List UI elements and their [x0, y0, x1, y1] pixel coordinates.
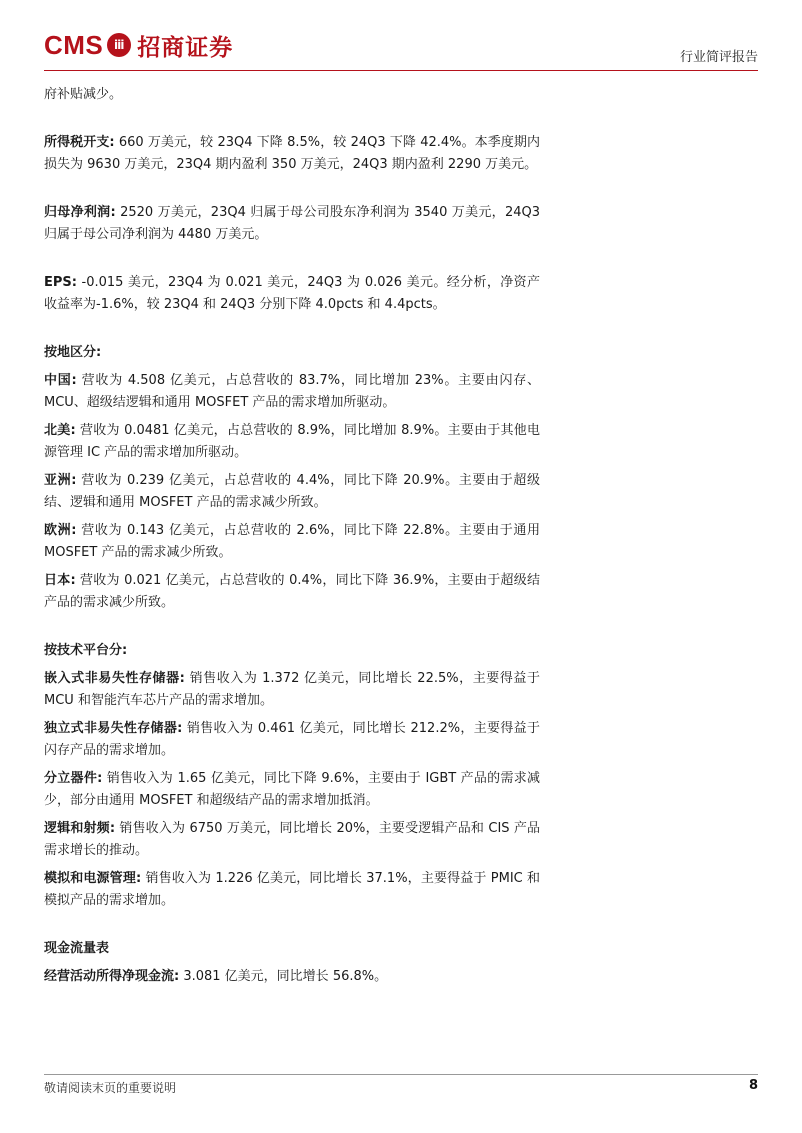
list-item: 嵌入式非易失性存储器: 销售收入为 1.372 亿美元，同比增长 22.5%，主要得益于 MCU 和智能汽车芯片产品的需求增加。: [44, 671, 541, 708]
paragraph: 府补贴减少。: [44, 87, 123, 102]
footer-divider: [44, 1074, 758, 1075]
paragraph-label: 归母净利润:: [44, 205, 116, 220]
paragraph-label: EPS:: [44, 275, 77, 290]
page-number: 8: [748, 1078, 758, 1093]
logo-cms-text: CMS: [44, 29, 104, 60]
report-body: [44, 84, 540, 988]
list-item: 模拟和电源管理: 销售收入为 1.226 亿美元，同比增长 37.1%，主要得益于 PMIC 和模拟产品的需求增加。: [44, 871, 541, 908]
section-heading-cashflow: 现金流量表: [44, 941, 110, 956]
list-item: 北美: 营收为 0.0481 亿美元，占总营收的 8.9%，同比增加 8.9%。主要由于其他电源管理 IC 产品的需求增加所驱动。: [44, 423, 541, 460]
section-heading-region: 按地区分:: [44, 345, 102, 360]
header-divider: [44, 70, 758, 71]
page-header: [0, 0, 802, 72]
paragraph-label: 所得税开支:: [44, 135, 115, 150]
list-item: 经营活动所得净现金流: 3.081 亿美元，同比增长 56.8%。: [44, 969, 388, 984]
paragraph: 归母净利润: 2520 万美元，23Q4 归属于母公司股东净利润为 3540 万美元，24Q3 归属于母公司净利润为 4480 万美元。: [44, 205, 541, 242]
list-item: 亚洲: 营收为 0.239 亿美元，占总营收的 4.4%，同比下降 20.9%。主要由于超级结、逻辑和通用 MOSFET 产品的需求减少所致。: [44, 473, 541, 510]
list-item: 欧洲: 营收为 0.143 亿美元，占总营收的 2.6%，同比下降 22.8%。主要由于通用 MOSFET 产品的需求减少所致。: [44, 523, 541, 560]
section-heading-platform: 按技术平台分:: [44, 643, 128, 658]
report-type: 行业简评报告: [679, 50, 758, 65]
cms-logo: [44, 30, 233, 60]
list-item: 分立器件: 销售收入为 1.65 亿美元，同比下降 9.6%，主要由于 IGBT 产品的需求减少，部分由通用 MOSFET 和超级结产品的需求增加抵消。: [44, 771, 540, 808]
paragraph: EPS: -0.015 美元，23Q4 为 0.021 美元，24Q3 为 0.026 美元。经分析，净资产收益率为-1.6%，较 23Q4 和 24Q3 分别下降 4.0pcts 和 4.4pcts。: [44, 275, 540, 312]
paragraph: 所得税开支: 660 万美元，较 23Q4 下降 8.5%，较 24Q3 下降 42.4%。本季度期内损失为 9630 万美元，23Q4 期内盈利 350 万美元，24Q3 期内盈利 2290 万美元。: [44, 135, 540, 172]
footer-disclaimer: 敬请阅读末页的重要说明: [44, 1081, 177, 1095]
list-item: 中国: 营收为 4.508 亿美元，占总营收的 83.7%，同比增加 23%。主要由闪存、MCU、超级结逻辑和通用 MOSFET 产品的需求增加所驱动。: [44, 373, 540, 410]
list-item: 独立式非易失性存储器: 销售收入为 0.461 亿美元，同比增长 212.2%，主要得益于闪存产品的需求增加。: [44, 721, 540, 758]
logo-emblem-icon: ⅲ: [107, 33, 131, 57]
logo-cn-text: 招商证券: [137, 33, 234, 61]
list-item: 逻辑和射频: 销售收入为 6750 万美元，同比增长 20%，主要受逻辑产品和 CIS 产品需求增长的推动。: [44, 821, 541, 858]
list-item: 日本: 营收为 0.021 亿美元，占总营收的 0.4%，同比下降 36.9%，主要由于超级结产品的需求减少所致。: [44, 573, 541, 610]
